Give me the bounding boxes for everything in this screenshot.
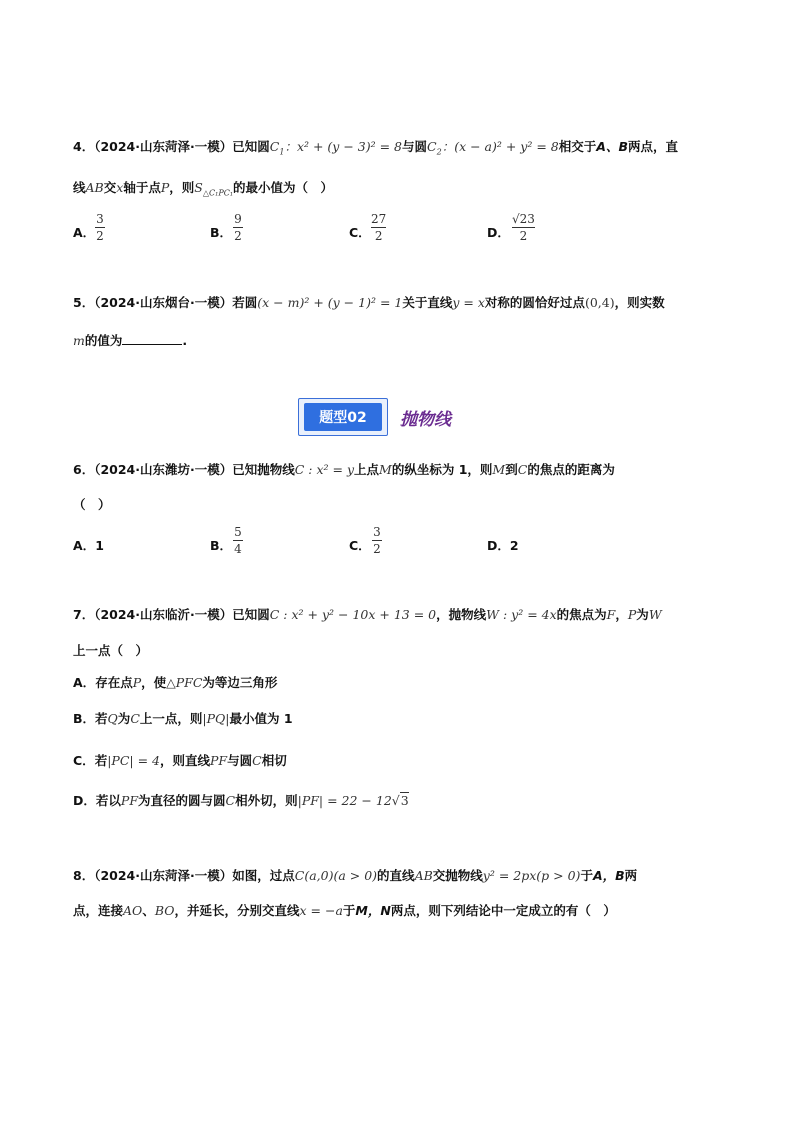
q7-text: ， xyxy=(615,607,628,622)
q4-x: x xyxy=(116,180,124,195)
q4-c2: $C_2$ xyxy=(427,139,442,157)
q4-c1-eq: ：x² + (y − 3)² = 8 xyxy=(284,139,402,154)
q5-text: ，则实数 xyxy=(614,295,665,310)
q7-option-b: B．若Q为C上一点，则|PQ|最小值为 1 xyxy=(73,711,293,726)
q5-text: . xyxy=(182,333,188,348)
q8-text: ，并延长，分别交直线 xyxy=(174,903,300,918)
q5-number: 5． xyxy=(73,295,95,310)
q8-text: 如图，过点 xyxy=(232,868,295,883)
q4-option-b-label: B． xyxy=(210,225,233,240)
q5-point: (0,4) xyxy=(584,295,615,310)
q8-source: （2024·山东菏泽·一模） xyxy=(94,868,233,883)
q8-text: 点，连接 xyxy=(73,903,124,918)
q6-number: 6． xyxy=(73,462,95,477)
q6-text: 已知抛物线 xyxy=(232,462,295,477)
q5-text: 对称的圆恰好过点 xyxy=(484,295,585,310)
q4-option-a-label: A． xyxy=(73,225,96,240)
q4-text: 与圆 xyxy=(402,139,428,154)
q6-option-d: D．2 xyxy=(487,538,519,553)
section-badge xyxy=(298,398,388,436)
q4-option-a-frac: 3 2 xyxy=(96,212,104,243)
q4-text: 两点，直 xyxy=(627,139,678,154)
q8-line2 xyxy=(73,903,616,919)
q4-option-c-label: C． xyxy=(349,225,371,240)
q5-text: 关于直线 xyxy=(402,295,453,310)
q8-bo: BO xyxy=(154,903,175,918)
q5-line2 xyxy=(73,332,187,349)
q8-text: 、 xyxy=(142,903,155,918)
q6-paren: （ ） xyxy=(73,497,111,512)
q6-text: 的焦点的距离为 xyxy=(527,462,615,477)
q8-number: 8． xyxy=(73,868,95,883)
q8-text: 的直线 xyxy=(377,868,415,883)
q4-text: 已知圆 xyxy=(232,139,270,154)
q7-text: ，抛物线 xyxy=(436,607,487,622)
q7-line1 xyxy=(73,607,662,623)
q6-text: 上点 xyxy=(354,462,380,477)
q8-text: 交抛物线 xyxy=(432,868,483,883)
q7-f: F xyxy=(606,607,616,622)
q4-line1 xyxy=(73,139,678,161)
q8-x-eq: x = −a xyxy=(299,903,343,918)
q7-option-d: D．若以PF为直径的圆与圆C相外切，则|PF| = 22 − 12√3 xyxy=(73,793,409,808)
q6-source: （2024·山东潍坊·一模） xyxy=(94,462,233,477)
q4-text: ，则 xyxy=(169,180,195,195)
q4-text: 轴于点 xyxy=(123,180,161,195)
q8-eq: y² = 2px(p > 0) xyxy=(482,868,581,883)
q7-eq: C : x² + y² − 10x + 13 = 0 xyxy=(269,607,437,622)
q6-c: C xyxy=(517,462,528,477)
q4-text: 线 xyxy=(73,180,86,195)
q5-source: （2024·山东烟台·一模） xyxy=(94,295,233,310)
q6-option-c-frac: 3 2 xyxy=(373,525,381,556)
q8-text: 两 xyxy=(624,868,638,883)
q6-option-b-label: B． xyxy=(210,538,233,553)
q6-text: 到 xyxy=(505,462,518,477)
q6-option-b-frac: 5 4 xyxy=(234,525,242,556)
q7-option-c: C．若|PC| = 4，则直线PF与圆C相切 xyxy=(73,753,287,768)
q6-option-a: A．1 xyxy=(73,538,104,553)
q4-option-c-frac: 27 2 xyxy=(371,212,387,243)
q6-line1 xyxy=(73,462,615,478)
q6-m: M xyxy=(492,462,506,477)
q8-ab: AB xyxy=(414,868,433,883)
q6-text: 的纵坐标为 1，则 xyxy=(391,462,493,477)
q4-ab: A、B xyxy=(596,139,628,154)
q8-text: 两点，则下列结论中一定成立的有（ ） xyxy=(390,903,616,918)
q6-eq: C : x² = y xyxy=(294,462,355,477)
q4-option-d-frac: √23 2 xyxy=(512,212,535,243)
q7-text: 的焦点为 xyxy=(556,607,607,622)
q4-c1: $C_1$ xyxy=(269,139,285,157)
q7-text: 已知圆 xyxy=(232,607,270,622)
q4-ab-line: AB xyxy=(85,180,104,195)
q7-eq2: W : y² = 4x xyxy=(486,607,557,622)
q4-option-d-label: D． xyxy=(487,225,510,240)
q4-c2-eq: ：(x − a)² + y² = 8 xyxy=(441,139,559,154)
q7-text: 为 xyxy=(636,607,649,622)
q5-line-eq: y = x xyxy=(452,295,485,310)
q4-text: 相交于 xyxy=(558,139,597,154)
q6-m: M xyxy=(379,462,392,477)
q7-option-a: A．存在点P，使△PFC为等边三角形 xyxy=(73,675,278,690)
q5-line1 xyxy=(73,295,665,311)
q7-number: 7． xyxy=(73,607,95,622)
section-badge-label: 题型02 xyxy=(304,403,382,431)
q4-area: $S_{\triangle C_1PC_1}$ xyxy=(194,180,234,198)
q5-eq: (x − m)² + (y − 1)² = 1 xyxy=(257,295,403,310)
q8-text: 于 xyxy=(580,868,593,883)
q4-p: P xyxy=(160,180,170,195)
q7-p: P xyxy=(627,607,637,622)
q4-source: （2024·山东菏泽·一模） xyxy=(94,139,233,154)
q5-m: m xyxy=(73,333,85,348)
q4-text: 的最小值为（ ） xyxy=(233,180,334,195)
q4-text: 交 xyxy=(103,180,117,195)
q8-text: 于 xyxy=(342,903,356,918)
q7-line2: 上一点（ ） xyxy=(73,643,149,658)
q5-answer-blank[interactable] xyxy=(122,332,182,345)
q5-text: 若圆 xyxy=(232,295,258,310)
q4-line2 xyxy=(73,180,333,202)
section-title: 抛物线 xyxy=(400,410,451,430)
q6-option-c-label: C． xyxy=(349,538,371,553)
q8-MN: M，N xyxy=(355,903,391,918)
q8-point: C(a,0)(a > 0) xyxy=(294,868,378,883)
q8-ao: AO xyxy=(123,903,143,918)
q8-AB: A，B xyxy=(592,868,625,883)
q7-source: （2024·山东临沂·一模） xyxy=(94,607,233,622)
q4-number: 4． xyxy=(73,139,95,154)
q7-w: W xyxy=(648,607,662,622)
q5-text: 的值为 xyxy=(84,333,123,348)
q4-option-b-frac: 9 2 xyxy=(234,212,242,243)
q8-line1 xyxy=(73,868,637,884)
